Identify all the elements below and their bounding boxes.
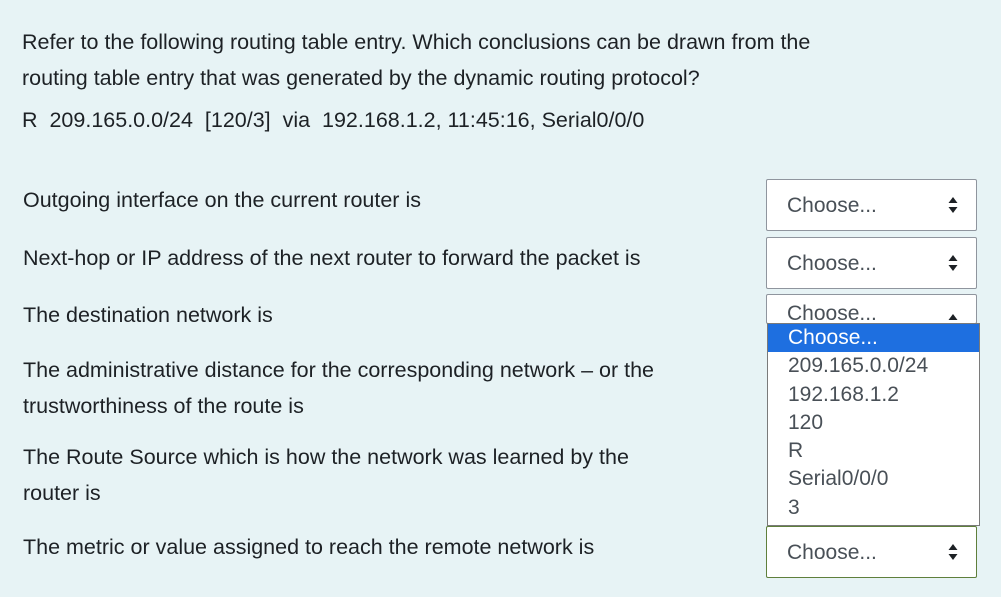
row-label-administrative-distance — [23, 352, 743, 424]
label-line: trustworthiness of the route is — [23, 394, 304, 418]
dropdown-options-list[interactable] — [767, 323, 980, 526]
row-label-route-source — [23, 439, 743, 511]
row-label-metric: The metric or value assigned to reach the remote network is — [23, 535, 595, 559]
row-label-destination-network: The destination network is — [23, 303, 273, 327]
select-value: Choose... — [787, 302, 877, 324]
updown-arrow-icon — [948, 253, 958, 273]
row-label-next-hop: Next-hop or IP address of the next router to forward the packet is — [23, 246, 641, 270]
dropdown-option[interactable]: 209.165.0.0/24 — [788, 354, 929, 378]
select-destination-network[interactable] — [766, 294, 977, 324]
select-value: Choose... — [787, 194, 877, 217]
dropdown-option[interactable]: Serial0/0/0 — [788, 467, 889, 491]
updown-arrow-icon — [948, 542, 958, 562]
label-line: The administrative distance for the corresponding network – or the — [23, 358, 654, 382]
select-value: Choose... — [787, 252, 877, 275]
dropdown-option[interactable]: Choose... — [768, 324, 979, 352]
label-line: router is — [23, 481, 101, 505]
select-outgoing-interface[interactable] — [766, 179, 977, 231]
dropdown-option[interactable]: R — [788, 439, 804, 463]
question-line-1: Refer to the following routing table entry. Which conclusions can be drawn from the — [22, 30, 811, 54]
routing-table-entry: R 209.165.0.0/24 [120/3] via 192.168.1.2, 11:45:16, Serial0/0/0 — [22, 108, 645, 132]
label-line: The Route Source which is how the network was learned by the — [23, 445, 629, 469]
dropdown-option[interactable]: 192.168.1.2 — [788, 382, 899, 406]
chevron-up-icon — [948, 313, 958, 321]
dropdown-option[interactable]: 120 — [788, 410, 824, 434]
select-metric[interactable] — [766, 526, 977, 578]
select-next-hop[interactable] — [766, 237, 977, 289]
row-label-outgoing-interface: Outgoing interface on the current router is — [23, 188, 421, 212]
dropdown-option[interactable]: 3 — [788, 495, 800, 519]
question-line-2: routing table entry that was generated by the dynamic routing protocol? — [22, 66, 700, 90]
question-text — [22, 24, 922, 96]
updown-arrow-icon — [948, 195, 958, 215]
select-value: Choose... — [787, 541, 877, 564]
